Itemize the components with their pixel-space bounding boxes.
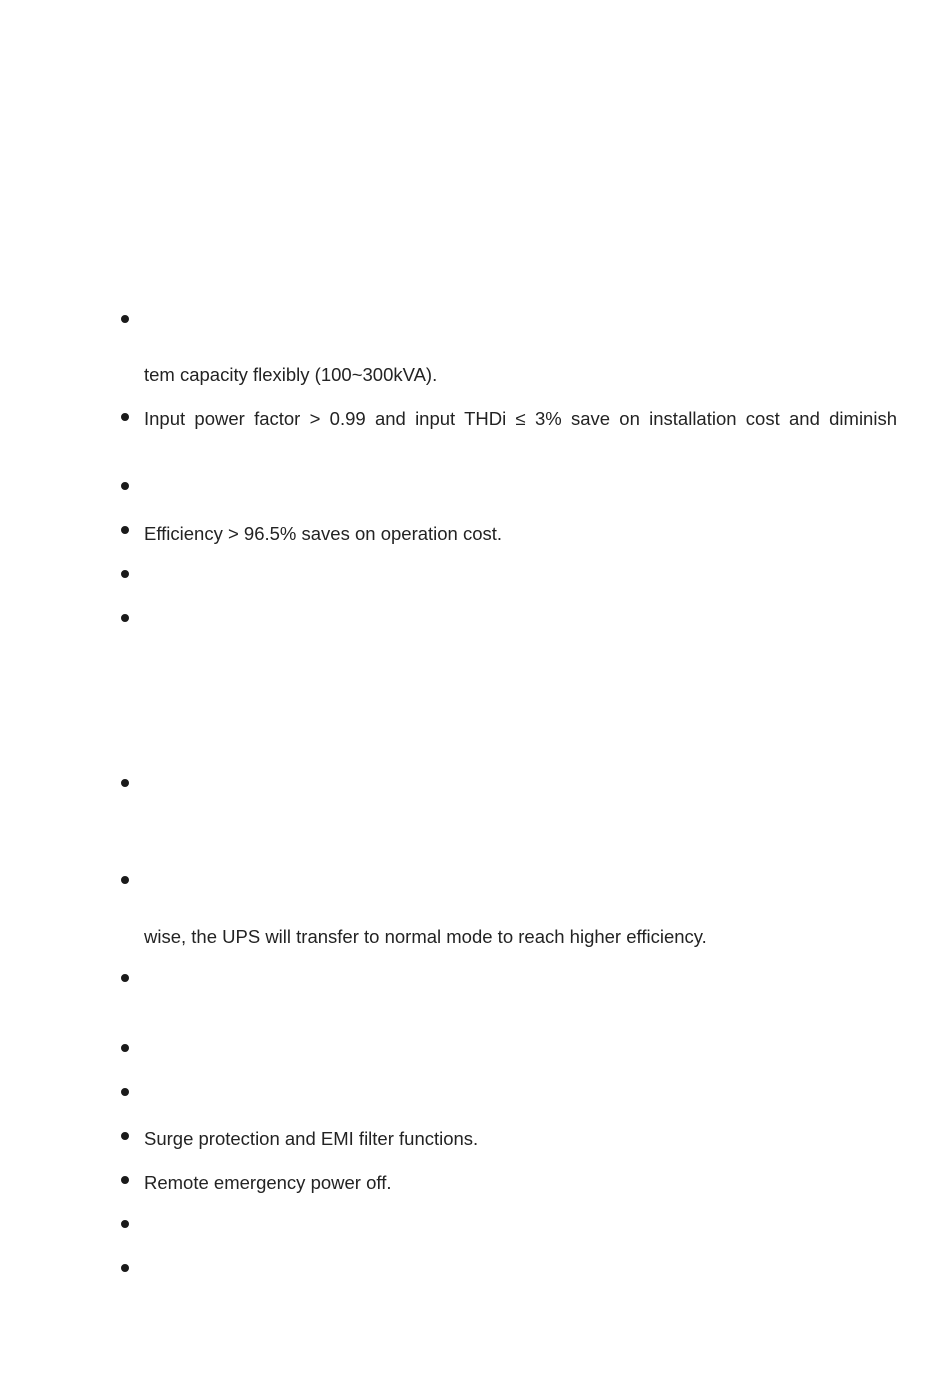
bullet-icon	[121, 1044, 129, 1052]
list-item-text: Remote emergency power off.	[144, 1172, 392, 1193]
list-item-text: wise, the UPS will transfer to normal mode to reach higher efficiency.	[144, 926, 707, 947]
bullet-icon	[121, 614, 129, 622]
list-item-text: tem capacity flexibly (100~300kVA).	[144, 364, 438, 385]
bullet-icon	[121, 876, 129, 884]
bullet-icon	[121, 1176, 129, 1184]
bullet-icon	[121, 570, 129, 578]
bullet-icon	[121, 1264, 129, 1272]
bullet-icon	[121, 779, 129, 787]
bullet-icon	[121, 1088, 129, 1096]
bullet-icon	[121, 482, 129, 490]
bullet-icon	[121, 1132, 129, 1140]
bullet-icon	[121, 413, 129, 421]
list-item-text: Surge protection and EMI filter functions.	[144, 1128, 479, 1149]
bullet-icon	[121, 1220, 129, 1228]
list-item-text: Input power factor > 0.99 and input THDi ≤ 3% save on installation cost and diminish	[144, 408, 897, 429]
list-item-text: Efficiency > 96.5% saves on operation cost.	[144, 523, 503, 544]
bullet-icon	[121, 974, 129, 982]
bullet-icon	[121, 315, 129, 323]
bullet-icon	[121, 526, 129, 534]
